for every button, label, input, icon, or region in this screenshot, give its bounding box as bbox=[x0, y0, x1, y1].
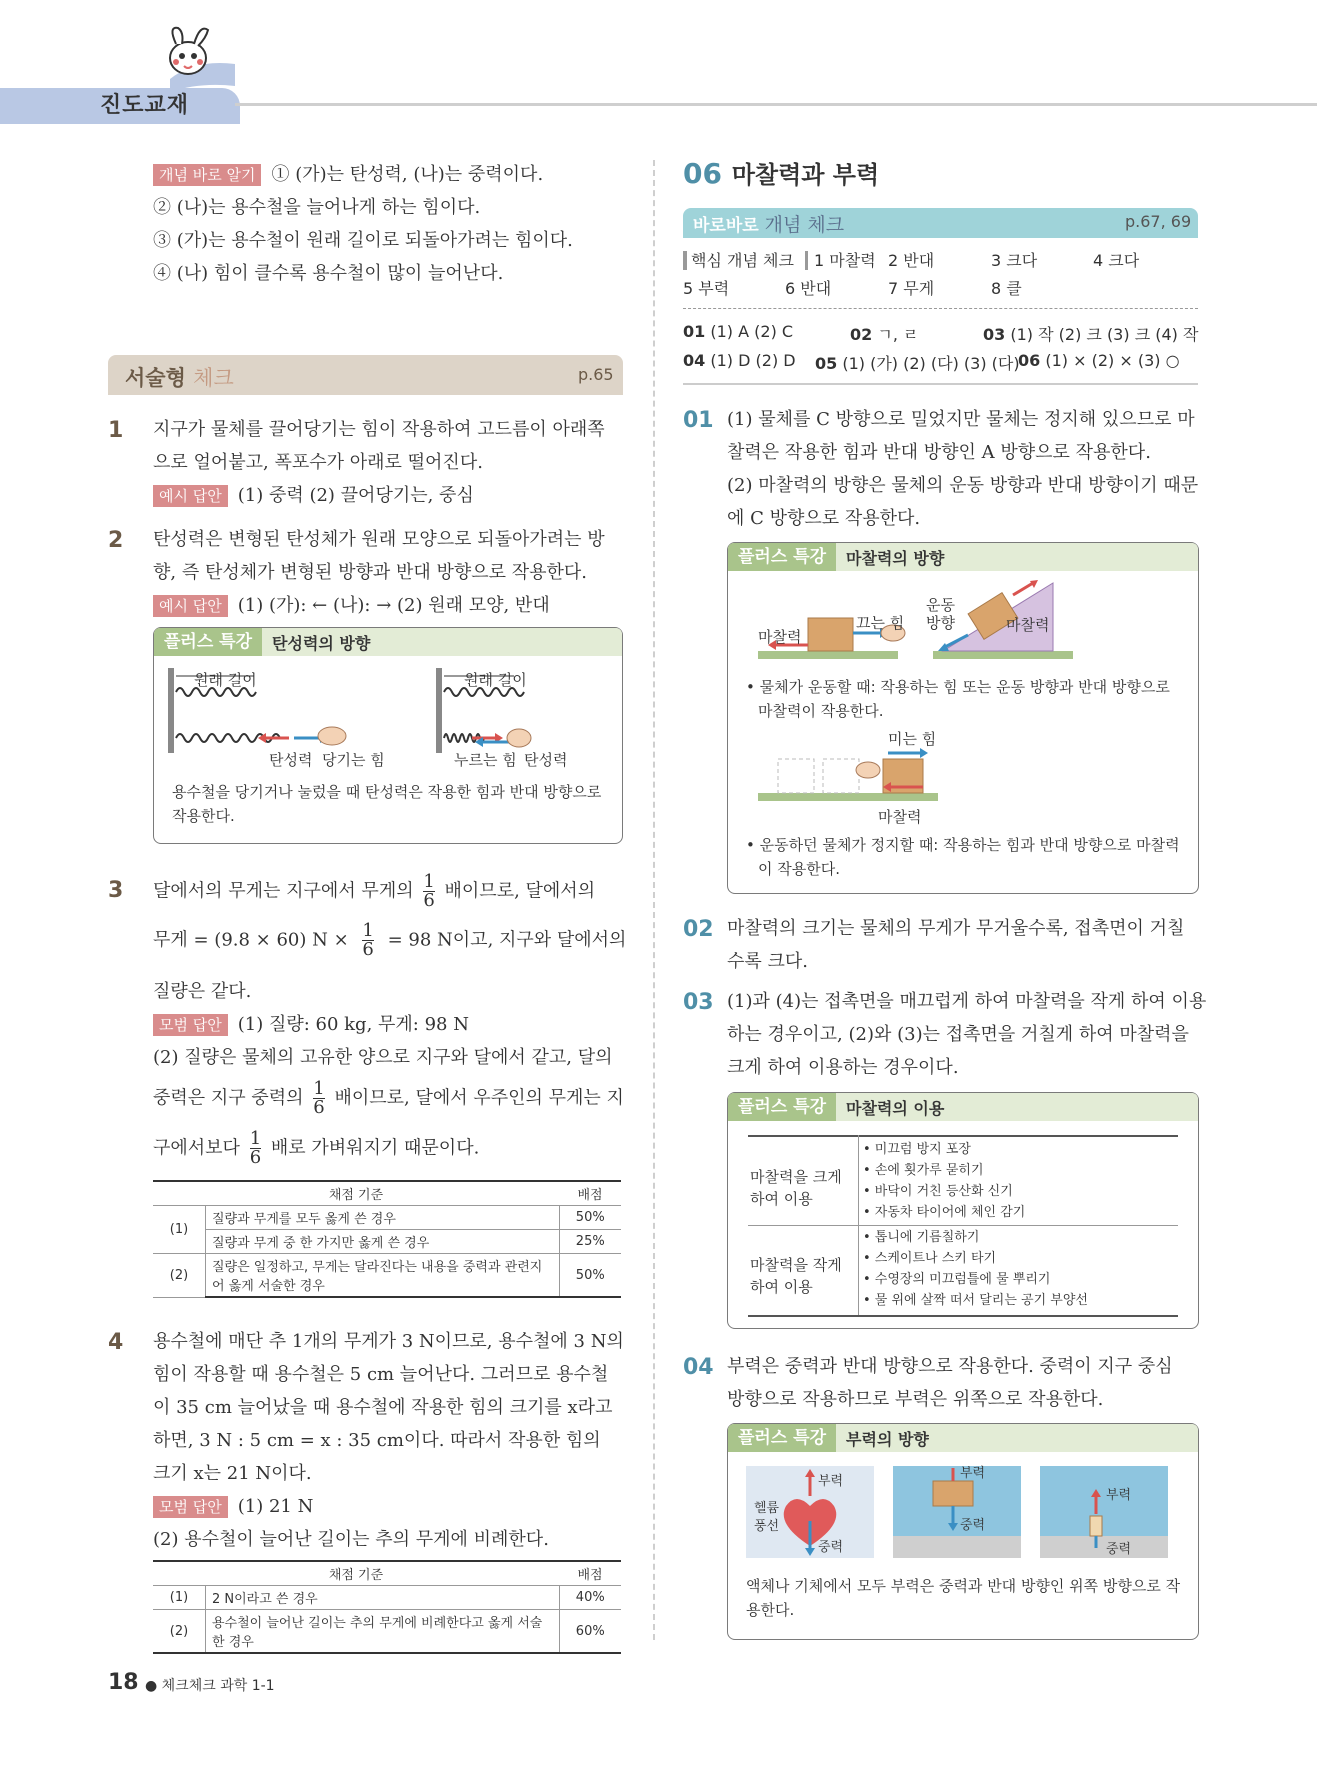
plus-caption: 액체나 기체에서 모두 부력은 중력과 반대 방향인 위쪽 방향으로 작 bbox=[746, 1577, 1181, 1595]
e04-text: 부력은 중력과 반대 방향으로 작용한다. 중력이 지구 중심 bbox=[727, 1356, 1173, 1377]
column-divider bbox=[653, 160, 655, 1640]
mascot-icon bbox=[150, 24, 240, 98]
q4-answer: 모범 답안 (1) 21 N bbox=[153, 1490, 313, 1523]
e02-text: 수록 크다. bbox=[727, 951, 808, 972]
q2-text: 향, 즉 탄성체가 변형된 방향과 반대 방향으로 작용한다. bbox=[153, 562, 588, 583]
friction-diagram-stopping bbox=[728, 735, 1198, 815]
page-number: 18 bbox=[108, 1670, 139, 1695]
e03-text: 크게 하여 이용하는 경우이다. bbox=[727, 1057, 959, 1078]
plus-note: 마찰력이 작용한다. bbox=[758, 702, 884, 720]
plus-note: 이 작용한다. bbox=[758, 860, 840, 878]
label-original-length: 원래 길이 bbox=[194, 671, 257, 689]
question-number: 1 bbox=[108, 418, 124, 443]
e03-text: 하는 경우이고, (2)와 (3)는 접촉면을 거칠게 하여 마찰력을 bbox=[727, 1024, 1189, 1045]
label-push-force: 미는 힘 bbox=[888, 730, 937, 748]
plus-title: 탄성력의 방향 bbox=[272, 633, 371, 653]
e04-text: 방향으로 작용하므로 부력은 위쪽으로 작용한다. bbox=[727, 1389, 1104, 1410]
concept-line: ① (가)는 탄성력, (나)는 중력이다. bbox=[271, 164, 544, 185]
plus-tab: 플러스 특강 bbox=[728, 1424, 836, 1452]
concept-check-title: 바로바로 개념 체크 bbox=[693, 214, 845, 236]
explanation-number: 02 bbox=[683, 917, 714, 942]
plus-box-friction-use bbox=[727, 1092, 1199, 1329]
plus-tab: 플러스 특강 bbox=[728, 543, 836, 571]
divider bbox=[683, 308, 1198, 309]
concept-check-page: p.67, 69 bbox=[1125, 212, 1192, 231]
divider bbox=[683, 383, 1198, 385]
q3-line: 무게 = (9.8 × 60) N × $\frac{1}{6}$ = 98 N이고, 지구와 달에서의 bbox=[153, 920, 627, 960]
table-header: 배점 bbox=[559, 1561, 621, 1586]
table-header: 채점 기준 bbox=[153, 1561, 559, 1586]
answer-item: 06 (1) × (2) × (3) ○ bbox=[1018, 351, 1180, 370]
answer-item: 01 (1) A (2) C bbox=[683, 322, 794, 341]
label-pull-force: 끄는 힘 bbox=[856, 614, 905, 632]
q1-text: 으로 얼어붙고, 폭포수가 아래로 떨어진다. bbox=[153, 452, 483, 473]
table-header: 채점 기준 bbox=[153, 1181, 559, 1206]
q2-text: 탄성력은 변형된 탄성체가 원래 모양으로 되돌아가려는 방 bbox=[153, 529, 605, 550]
core-item: 6 반대 bbox=[785, 279, 832, 298]
q3-answer: 중력은 지구 중력의 $\frac{1}{6}$ 배이므로, 달에서 우주인의 무게는 지 bbox=[153, 1078, 624, 1118]
q4-answer: (2) 용수철이 늘어난 길이는 추의 무게에 비례한다. bbox=[153, 1529, 549, 1550]
section-title: 서술형 체크 bbox=[125, 366, 234, 390]
section-page: p.65 bbox=[578, 365, 614, 384]
plus-box-elastic bbox=[153, 627, 623, 844]
plus-title: 마찰력의 이용 bbox=[846, 1098, 945, 1118]
use-big-list: • 미끄럼 방지 포장 • 손에 횟가루 묻히기 • 바닥이 거친 등산화 신기 • 자동차 타이어에 체인 감기 bbox=[863, 1142, 1026, 1220]
label-elastic-force: 탄성력 bbox=[524, 751, 568, 769]
scoring-table bbox=[153, 1560, 621, 1654]
q4-text: 힘이 작용할 때 용수철은 5 cm 늘어난다. 그러므로 용수철 bbox=[153, 1364, 609, 1385]
answer-item: 04 (1) D (2) D bbox=[683, 351, 796, 370]
divider bbox=[748, 1315, 1178, 1317]
q4-text: 용수철에 매단 추 1개의 무게가 3 N이므로, 용수철에 3 N의 bbox=[153, 1331, 624, 1352]
table-row: (2) 질량은 일정하고, 무게는 달라진다는 내용을 중력과 관련지어 옳게 서술한 경우 50% bbox=[153, 1254, 621, 1298]
label-push-force: 누르는 힘 bbox=[454, 751, 517, 769]
label-buoyancy: 부력 bbox=[818, 1474, 844, 1489]
table-row: (1) 질량과 무게를 모두 옳게 쓴 경우 50% bbox=[153, 1206, 621, 1230]
plus-caption: 용수철을 당기거나 눌렀을 때 탄성력은 작용한 힘과 반대 방향으로 bbox=[172, 783, 602, 801]
explanation-number: 01 bbox=[683, 408, 714, 433]
q3-line: 달에서의 무게는 지구에서 무게의 $\frac{1}{6}$ 배이므로, 달에서의 bbox=[153, 871, 596, 911]
explanation-number: 03 bbox=[683, 990, 714, 1015]
plus-note: • 운동하던 물체가 정지할 때: 작용하는 힘과 반대 방향으로 마찰력 bbox=[746, 836, 1180, 854]
core-item: 5 부력 bbox=[683, 279, 730, 298]
use-small-label: 마찰력을 작게 bbox=[750, 1256, 842, 1274]
e01-text: 에 C 방향으로 작용한다. bbox=[727, 508, 921, 529]
label-buoyancy: 부력 bbox=[960, 1466, 986, 1481]
e01-text: (2) 마찰력의 방향은 물체의 운동 방향과 반대 방향이기 때문 bbox=[727, 475, 1199, 496]
label-original-length: 원래 길이 bbox=[464, 671, 527, 689]
q3-answer: 모범 답안 (1) 질량: 60 kg, 무게: 98 N bbox=[153, 1008, 469, 1041]
plus-note: • 물체가 운동할 때: 작용하는 힘 또는 운동 방향과 반대 방향으로 bbox=[746, 678, 1170, 696]
label-motion-direction: 방향 bbox=[926, 614, 955, 632]
question-number: 2 bbox=[108, 528, 124, 553]
q4-text: 하면, 3 N : 5 cm = x : 35 cm이다. 따라서 작용한 힘의 bbox=[153, 1430, 601, 1451]
label-helium-balloon: 헬륨 풍선 bbox=[754, 1501, 780, 1534]
plus-caption: 용한다. bbox=[746, 1601, 795, 1619]
label-gravity: 중력 bbox=[1106, 1542, 1132, 1557]
q2-answer: 예시 답안 (1) (가): ← (나): → (2) 원래 모양, 반대 bbox=[153, 589, 550, 622]
table-row: (1) 2 N이라고 쓴 경우 40% bbox=[153, 1586, 621, 1610]
label-elastic-force: 탄성력 bbox=[269, 751, 313, 769]
plus-caption: 작용한다. bbox=[172, 807, 235, 825]
core-item: 7 무게 bbox=[888, 279, 935, 298]
label-friction: 마찰력 bbox=[878, 808, 922, 826]
divider bbox=[748, 1225, 1178, 1226]
header-line bbox=[235, 103, 1317, 106]
q1-text: 지구가 물체를 끌어당기는 힘이 작용하여 고드름이 아래쪽 bbox=[153, 419, 605, 440]
plus-box-buoyancy bbox=[727, 1423, 1199, 1640]
q3-answer: 구에서보다 $\frac{1}{6}$ 배로 가벼워지기 때문이다. bbox=[153, 1128, 480, 1168]
label-pull-force: 당기는 힘 bbox=[322, 751, 385, 769]
answer-item: 03 (1) 작 (2) 크 (3) 크 (4) 작 bbox=[983, 325, 1199, 344]
book-title: ● 체크체크 과학 1-1 bbox=[145, 1678, 275, 1694]
question-number: 3 bbox=[108, 878, 124, 903]
divider bbox=[748, 1135, 1178, 1137]
plus-tab: 플러스 특강 bbox=[728, 1093, 836, 1121]
label-motion-direction: 운동 bbox=[926, 596, 955, 614]
label-friction: 마찰력 bbox=[758, 628, 802, 646]
e01-text: 찰력은 작용한 힘과 반대 방향인 A 방향으로 작용한다. bbox=[727, 442, 1151, 463]
label-friction: 마찰력 bbox=[1006, 616, 1050, 634]
concept-line: ③ (가)는 용수철이 원래 길이로 되돌아가려는 힘이다. bbox=[153, 230, 573, 251]
concept-line: ④ (나) 힘이 클수록 용수철이 많이 늘어난다. bbox=[153, 263, 504, 284]
q1-answer: 예시 답안 (1) 중력 (2) 끌어당기는, 중심 bbox=[153, 479, 474, 512]
unit-title: 06 마찰력과 부력 bbox=[683, 157, 880, 190]
e02-text: 마찰력의 크기는 물체의 무게가 무거울수록, 접촉면이 거칠 bbox=[727, 918, 1185, 939]
plus-title: 부력의 방향 bbox=[846, 1429, 929, 1449]
q4-text: 크기 x는 21 N이다. bbox=[153, 1463, 312, 1484]
concept-check bbox=[153, 158, 543, 191]
explanation-number: 04 bbox=[683, 1355, 714, 1380]
core-concept-check: 핵심 개념 체크 1 마찰력 2 반대 3 크다 4 크다 bbox=[683, 248, 1203, 271]
e01-text: (1) 물체를 C 방향으로 밀었지만 물체는 정지해 있으므로 마 bbox=[727, 409, 1195, 430]
question-number: 4 bbox=[108, 1330, 124, 1355]
plus-title: 마찰력의 방향 bbox=[846, 548, 945, 568]
concept-tag: 개념 바로 알기 bbox=[153, 164, 261, 186]
use-big-label: 하여 이용 bbox=[750, 1190, 813, 1208]
use-small-label: 하여 이용 bbox=[750, 1278, 813, 1296]
table-row: (2) 용수철이 늘어난 길이는 추의 무게에 비례한다고 옳게 서술한 경우 60% bbox=[153, 1610, 621, 1654]
scoring-table bbox=[153, 1180, 621, 1298]
plus-tab: 플러스 특강 bbox=[154, 628, 262, 656]
q3-answer: (2) 질량은 물체의 고유한 양으로 지구와 달에서 같고, 달의 bbox=[153, 1047, 613, 1068]
page-header-title: 진도교재 bbox=[100, 93, 190, 118]
plus-box-friction bbox=[727, 542, 1199, 894]
answer-item: 02 ㄱ, ㄹ bbox=[850, 325, 919, 344]
answer-item: 05 (1) (가) (2) (다) (3) (다) bbox=[815, 354, 1020, 373]
e03-text: (1)과 (4)는 접촉면을 매끄럽게 하여 마찰력을 작게 하여 이용 bbox=[727, 991, 1207, 1012]
label-gravity: 중력 bbox=[960, 1518, 986, 1533]
table-row: 질량과 무게 중 한 가지만 옳게 쓴 경우 25% bbox=[153, 1230, 621, 1254]
label-buoyancy: 부력 bbox=[1106, 1488, 1132, 1503]
q4-text: 이 35 cm 늘어났을 때 용수철에 작용한 힘의 크기를 x라고 bbox=[153, 1397, 613, 1418]
label-gravity: 중력 bbox=[818, 1540, 844, 1555]
concept-line: ② (나)는 용수철을 늘어나게 하는 힘이다. bbox=[153, 197, 481, 218]
use-small-list: • 톱니에 기름칠하기 • 스케이트나 스키 타기 • 수영장의 미끄럼틀에 물 뿌리기 • 물 위에 살짝 떠서 달리는 공기 부양선 bbox=[863, 1230, 1088, 1308]
core-item: 8 클 bbox=[991, 279, 1022, 298]
use-big-label: 마찰력을 크게 bbox=[750, 1168, 842, 1186]
q3-line: 질량은 같다. bbox=[153, 981, 252, 1002]
table-header: 배점 bbox=[559, 1181, 621, 1206]
